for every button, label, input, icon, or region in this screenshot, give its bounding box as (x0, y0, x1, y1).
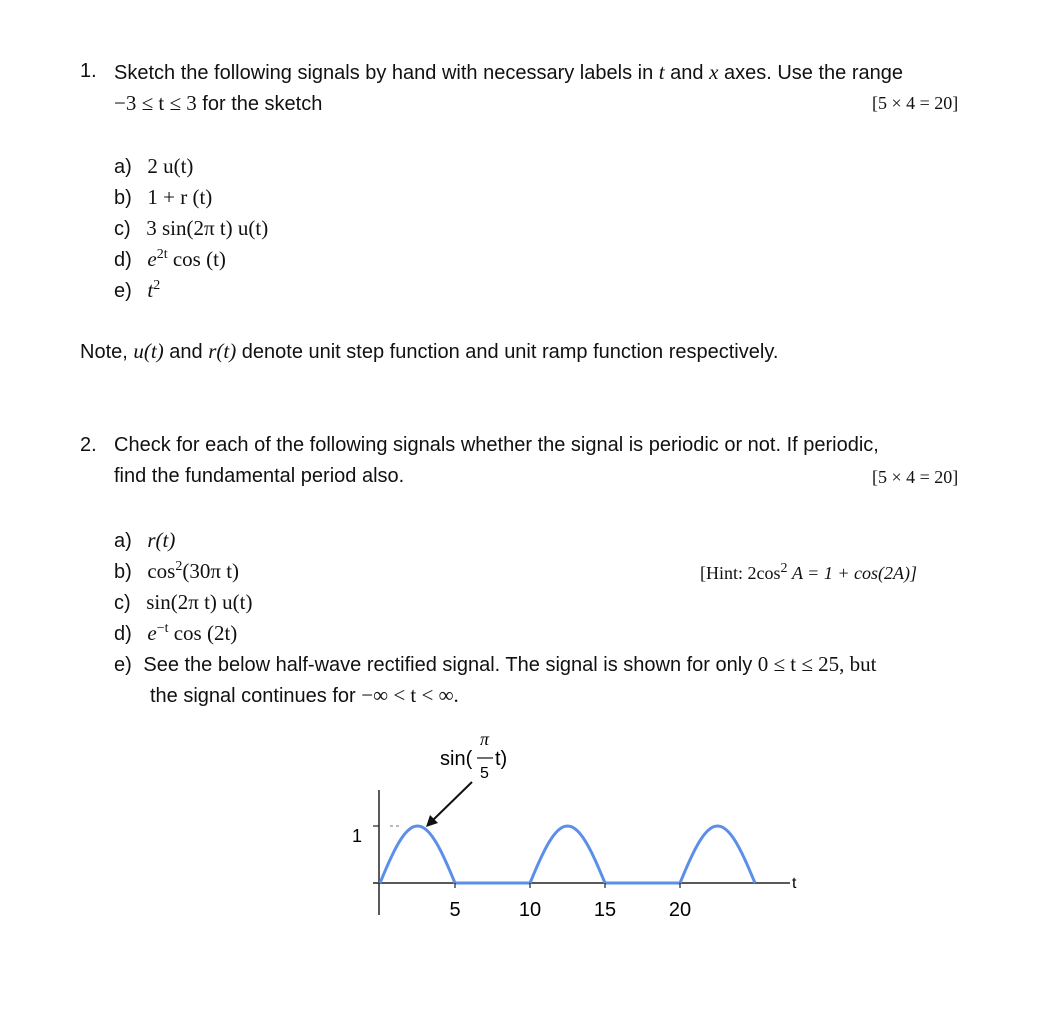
q1-item-c (114, 216, 268, 241)
signal-segment-4 (680, 826, 755, 883)
q2-item-d-label: d) (114, 623, 132, 645)
half-wave-chart (330, 720, 797, 940)
y-tick-label: 1 (352, 826, 363, 846)
q1-item-e-base: t (147, 278, 154, 302)
q1-item-b-expr: 1 + r (t) (147, 185, 213, 209)
q1-item-b-label: b) (114, 187, 132, 209)
q1-item-d-expr (147, 247, 226, 271)
x-tick-label-15: 15 (593, 899, 617, 921)
half-wave-figure (330, 720, 797, 940)
q2-item-d-sup: −t (156, 621, 169, 636)
q2-hint (700, 561, 917, 584)
q2-marks: [5 × 4 = 20] (872, 467, 959, 487)
q2-text-line2: find the fundamental period also. (114, 465, 405, 487)
q2-hint-rest: A = 1 + cos(2A)] (792, 563, 917, 583)
q1-number: 1. (80, 60, 97, 82)
annotation-den: 5 (480, 765, 489, 782)
q2-item-d-expr (147, 621, 237, 645)
q1-line1-text: Sketch the following signals by hand with necessary labels in (114, 62, 654, 84)
q1-item-e-expr (147, 278, 160, 302)
x-tick-label-10: 10 (518, 899, 542, 921)
q2-item-c-label: c) (114, 592, 131, 614)
q2-item-e-line1b: 0 ≤ t ≤ 25, but (757, 652, 877, 676)
q2-item-d-rest: cos (2t) (173, 621, 238, 645)
sine-annotation (426, 729, 507, 827)
q2-item-d (114, 621, 237, 646)
q1-text-line1 (114, 60, 903, 85)
q2-item-d-base: e (147, 621, 157, 645)
q1-and-word: and (670, 62, 704, 84)
q1-text-line2 (114, 91, 322, 116)
q2-item-b-label: b) (114, 561, 132, 583)
annotation-num: π (480, 729, 490, 749)
q2-item-e-line2a: the signal continues for (150, 685, 356, 707)
q1-item-c-label: c) (114, 218, 131, 240)
q2-item-e (114, 652, 877, 677)
q2-item-b-expr (147, 559, 239, 583)
q1-note-and: and (169, 341, 203, 363)
q2-item-c-expr: sin(2π t) u(t) (146, 590, 253, 614)
q2-item-e-line2b: −∞ < t < ∞. (361, 683, 459, 707)
x-axis-label: t (792, 875, 797, 892)
signal-segment-0 (380, 826, 455, 883)
q1-t-var: t (658, 60, 665, 84)
q1-note-r: r(t) (208, 339, 237, 363)
q2-text-line1: Check for each of the following signals whether the signal is periodic or not. If periodic, (114, 434, 879, 456)
q1-item-d-rest: cos (t) (172, 247, 226, 271)
annotation-arg: t) (495, 748, 508, 770)
q1-item-e (114, 278, 160, 303)
q1-note-prefix: Note, (80, 341, 128, 363)
q1-item-c-expr: 3 sin(2π t) u(t) (146, 216, 269, 240)
signal-curve-group (380, 826, 755, 883)
q2-item-b (114, 559, 239, 584)
q1-x-var: x (709, 60, 719, 84)
x-ticks-group (449, 883, 691, 921)
q1-item-d (114, 247, 226, 272)
q1-item-a (114, 154, 193, 179)
q2-item-c (114, 590, 253, 615)
x-tick-label-5: 5 (449, 899, 461, 921)
q2-item-a-expr: r(t) (147, 528, 176, 552)
q2-hint-prefix: [Hint: 2cos (700, 563, 781, 583)
q2-item-e-cont (150, 683, 459, 708)
q2-hint-sup: 2 (780, 561, 788, 576)
signal-segment-2 (530, 826, 605, 883)
q1-range-tail: for the sketch (202, 93, 323, 115)
q2-item-e-line1a: See the below half-wave rectified signal. The signal is shown for only (143, 654, 753, 676)
q1-item-b (114, 185, 212, 210)
q2-item-e-label: e) (114, 654, 132, 676)
q1-item-d-base: e (147, 247, 157, 271)
q1-item-e-label: e) (114, 280, 132, 302)
q1-note-u: u(t) (133, 339, 164, 363)
q1-note-tail: denote unit step function and unit ramp function respectively. (241, 341, 779, 363)
q1-axes-tail: axes. Use the range (724, 62, 903, 84)
annotation-arrow-line (433, 782, 472, 820)
q2-item-a (114, 528, 175, 553)
q1-note (80, 339, 778, 364)
q2-number: 2. (80, 434, 97, 456)
q1-item-e-sup: 2 (153, 278, 161, 293)
q1-item-d-sup: 2t (156, 247, 168, 262)
annotation-fn: sin( (440, 748, 473, 770)
q2-item-b-sup: 2 (175, 559, 183, 574)
q2-item-b-rest: (30π t) (182, 559, 240, 583)
q1-item-a-label: a) (114, 156, 132, 178)
q1-item-a-expr: 2 u(t) (147, 154, 194, 178)
q2-item-b-base: cos (147, 559, 176, 583)
q1-item-d-label: d) (114, 249, 132, 271)
q1-marks: [5 × 4 = 20] (872, 93, 959, 113)
q2-item-a-label: a) (114, 530, 132, 552)
x-tick-label-20: 20 (668, 899, 692, 921)
q1-range: −3 ≤ t ≤ 3 (114, 91, 197, 115)
